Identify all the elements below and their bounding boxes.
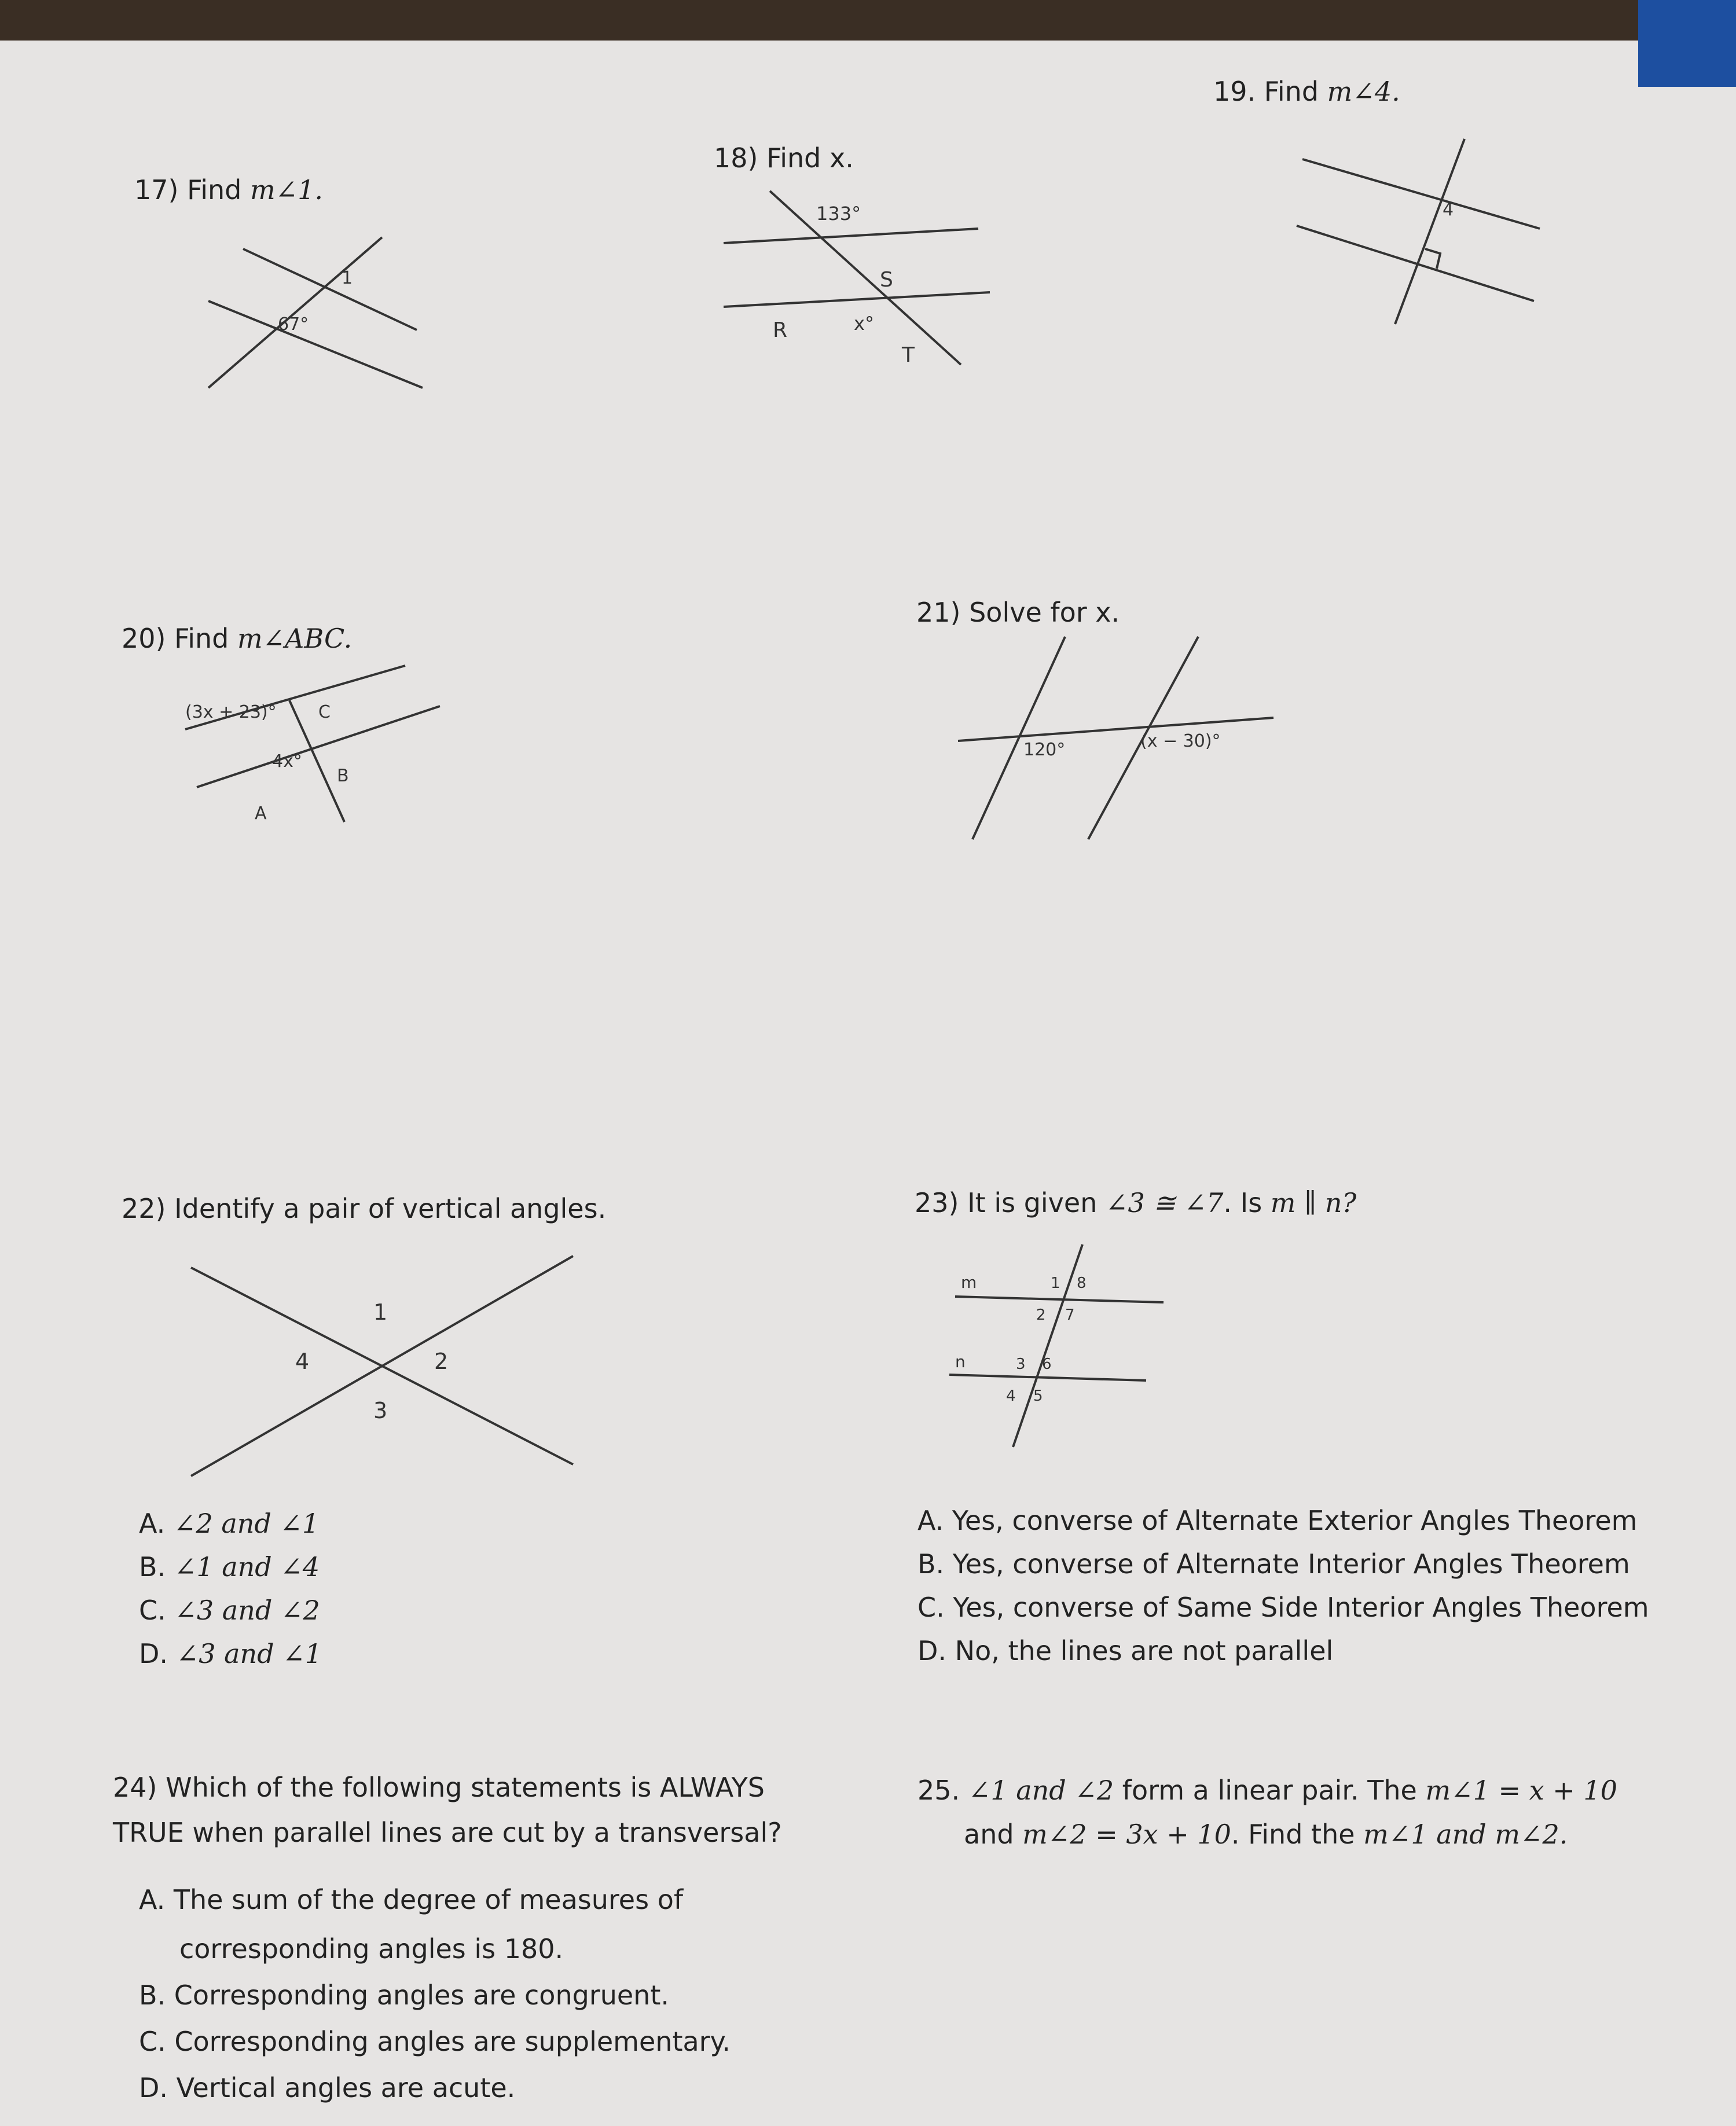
- q22-angle-1-label: 1: [373, 1299, 388, 1325]
- q23-line-m: [955, 1297, 1164, 1302]
- q23-angle-4: 4: [1006, 1387, 1016, 1405]
- question-19: 19. Find m∠4.: [1213, 76, 1400, 107]
- q22-line-b: [191, 1268, 573, 1464]
- q22-figure: [179, 1244, 585, 1488]
- q20-4x-label: 4x°: [272, 751, 302, 772]
- question-17: 17) Find m∠1.: [134, 174, 324, 205]
- q24-option-a[interactable]: A. The sum of the degree of measures of: [139, 1884, 684, 1915]
- q23-angle-7: 7: [1065, 1306, 1075, 1324]
- q23-angle-1: 1: [1051, 1275, 1060, 1292]
- question-18: 18) Find x.: [714, 142, 854, 174]
- q18-angle-label: 133°: [816, 203, 861, 225]
- question-24: 24) Which of the following statements is ALWAYS TRUE when parallel lines are cut by a transversal?: [113, 1772, 782, 1848]
- q23-line-n: [949, 1375, 1146, 1380]
- q21-expr-label: (x − 30)°: [1140, 731, 1221, 751]
- q22-option-d[interactable]: D. ∠3 and ∠1: [139, 1638, 322, 1669]
- question-25: 25. ∠1 and ∠2 form a linear pair. The m∠1 = x + 10 and m∠2 = 3x + 10. Find the m∠1 and m∠2.: [917, 1775, 1617, 1850]
- q18-x-label: x°: [854, 313, 874, 335]
- q20-figure: [174, 654, 452, 839]
- q23-angle-5: 5: [1033, 1387, 1043, 1405]
- q17-line-b: [208, 301, 423, 388]
- q20-point-b: B: [337, 766, 349, 786]
- q18-point-t: T: [902, 343, 915, 367]
- q23-label-n: n: [955, 1352, 966, 1371]
- q17-line-c: [243, 249, 417, 330]
- q23-transversal: [1013, 1244, 1082, 1447]
- q18-bottom-line: [724, 292, 990, 307]
- q23-option-b[interactable]: B. Yes, converse of Alternate Interior Angles Theorem: [917, 1548, 1630, 1580]
- q18-top-line: [724, 229, 978, 243]
- q23-label-m: m: [961, 1273, 977, 1292]
- q18-point-r: R: [773, 318, 788, 342]
- q24-option-a-cont: corresponding angles is 180.: [179, 1933, 564, 1965]
- q23-option-c[interactable]: C. Yes, converse of Same Side Interior Angles Theorem: [917, 1592, 1649, 1623]
- q23-angle-3: 3: [1016, 1356, 1026, 1373]
- q18-point-s: S: [880, 268, 893, 292]
- q20-point-c: C: [318, 702, 331, 722]
- q19-top-line: [1302, 159, 1540, 229]
- q17-angle-label: 67°: [278, 314, 309, 335]
- q20-point-a: A: [255, 803, 267, 824]
- q19-right-angle-mark: [1425, 249, 1440, 269]
- question-21: 21) Solve for x.: [916, 597, 1120, 628]
- q22-angle-4-label: 4: [295, 1349, 310, 1374]
- q23-angle-6: 6: [1042, 1356, 1052, 1373]
- q19-figure: [1291, 127, 1551, 336]
- q21-horizontal-line: [958, 718, 1273, 741]
- q17-figure: [197, 226, 428, 399]
- q23-option-d[interactable]: D. No, the lines are not parallel: [917, 1635, 1334, 1666]
- q24-option-d[interactable]: D. Vertical angles are acute.: [139, 2072, 516, 2103]
- q17-angle-1-label: 1: [342, 268, 353, 288]
- q20-expr-label: (3x + 23)°: [185, 702, 277, 722]
- q22-angle-3-label: 3: [373, 1398, 388, 1423]
- q23-angle-2: 2: [1036, 1306, 1046, 1324]
- q24-option-b[interactable]: B. Corresponding angles are congruent.: [139, 1980, 669, 2011]
- q21-figure: [955, 631, 1279, 851]
- q24-option-c[interactable]: C. Corresponding angles are supplementary.: [139, 2026, 731, 2057]
- q23-figure: [938, 1239, 1181, 1459]
- q19-transversal: [1395, 139, 1465, 324]
- question-23: 23) It is given ∠3 ≅ ∠7. Is m ∥ n?: [915, 1187, 1357, 1218]
- q18-figure: [718, 185, 996, 376]
- q22-angle-2-label: 2: [434, 1349, 449, 1374]
- question-22: 22) Identify a pair of vertical angles.: [122, 1193, 607, 1224]
- q22-option-a[interactable]: A. ∠2 and ∠1: [139, 1508, 320, 1539]
- question-20: 20) Find m∠ABC.: [122, 623, 353, 654]
- q21-120-label: 120°: [1023, 740, 1066, 760]
- q23-option-a[interactable]: A. Yes, converse of Alternate Exterior Angles Theorem: [917, 1505, 1638, 1536]
- q23-angle-8: 8: [1077, 1275, 1087, 1292]
- q19-bottom-line: [1297, 226, 1534, 301]
- q22-option-c[interactable]: C. ∠3 and ∠2: [139, 1595, 320, 1626]
- blue-folder-corner: [1638, 0, 1736, 87]
- q18-transversal: [770, 191, 961, 365]
- q19-angle-4-label: 4: [1443, 200, 1454, 220]
- q22-option-b[interactable]: B. ∠1 and ∠4: [139, 1551, 320, 1582]
